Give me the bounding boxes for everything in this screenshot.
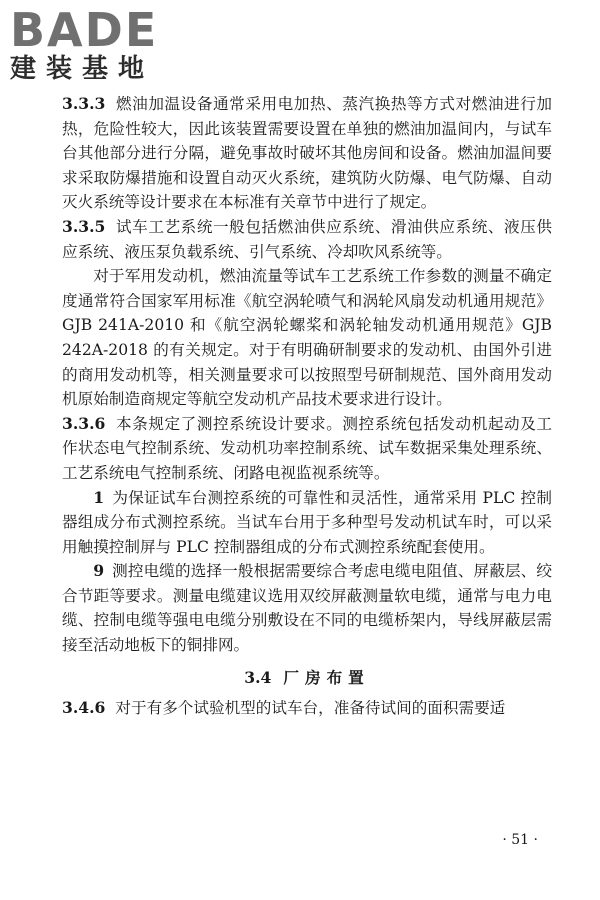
clause-text: 燃油加温设备通常采用电加热、蒸汽换热等方式对燃油进行加热，危险性较大，因此该装置需要设置在单独的燃油加温间内，与试车台其他部分进行分隔，避免事故时破坏其他房间和设备。燃油加温间要求采取防爆措施和设置自动灭火系统，建筑防火防爆、电气防爆、自动灭火系统等设计要求在本标准有关章节中进行了规定。 xyxy=(62,95,552,212)
clause-number: 3.3.6 xyxy=(62,413,106,433)
section-heading xyxy=(62,666,552,691)
item-9 xyxy=(62,559,552,657)
document-body xyxy=(62,92,552,721)
clause-3-4-6 xyxy=(62,696,552,721)
section-title-text: 厂房布置 xyxy=(283,667,370,687)
logo-wordmark: BADE xyxy=(10,3,159,57)
logo-subtitle: 建装基地 xyxy=(10,54,155,84)
section-number: 3.4 xyxy=(244,667,272,687)
clause-3-3-5-note xyxy=(62,264,552,412)
clause-number: 3.3.3 xyxy=(62,94,106,113)
clause-text: 对于军用发动机，燃油流量等试车工艺系统工作参数的测量不确定度通常符合国家军用标准《航空涡轮喷气和涡轮风扇发动机通用规范》GJB 241A-2010 和《航空涡轮螺桨和涡轮轴发动机通用规范》GJB 242A-2018 的有关规定。对于有明确研制要求的发动机、由国外引进的商用发动机等，相关测量要求可以按照型号研制规范、国外商用发动机原始制造商规定等航空发动机产品技术要求进行设计。 xyxy=(62,267,552,409)
clause-text: 试车工艺系统一般包括燃油供应系统、滑油供应系统、液压供应系统、液压泵负载系统、引气系统、冷却吹风系统等。 xyxy=(62,217,552,261)
clause-number: 3.4.6 xyxy=(62,698,106,718)
item-text: 为保证试车台测控系统的可靠性和灵活性，通常采用 PLC 控制器组成分布式测控系统。当试车台用于多种型号发动机试车时，可以采用触摸控制屏与 PLC 控制器组成的分布式测控系统配套使用。 xyxy=(62,488,552,556)
clause-text: 本条规定了测控系统设计要求。测控系统包括发动机起动及工作状态电气控制系统、发动机功率控制系统、试车数据采集处理系统、工艺系统电气控制系统、闭路电视监视系统等。 xyxy=(62,414,552,482)
clause-3-3-6 xyxy=(62,412,552,486)
page-number: · 51 · xyxy=(502,832,538,848)
logo xyxy=(10,3,180,84)
item-1 xyxy=(62,486,552,560)
item-number: 1 xyxy=(93,487,105,507)
item-number: 9 xyxy=(93,561,105,581)
clause-number: 3.3.5 xyxy=(62,216,106,236)
clause-3-3-5 xyxy=(62,215,552,264)
clause-3-3-3 xyxy=(62,92,552,215)
item-text: 测控电缆的选择一般根据需要综合考虑电缆电阻值、屏蔽层、绞合节距等要求。测量电缆建议选用双绞屏蔽测量软电缆，通常与电力电缆、控制电缆等强电电缆分别敷设在不同的电缆桥架内，导线屏蔽层需接至活动地板下的铜排网。 xyxy=(62,562,552,655)
clause-text: 对于有多个试验机型的试车台，准备待试间的面积需要适 xyxy=(115,699,506,718)
